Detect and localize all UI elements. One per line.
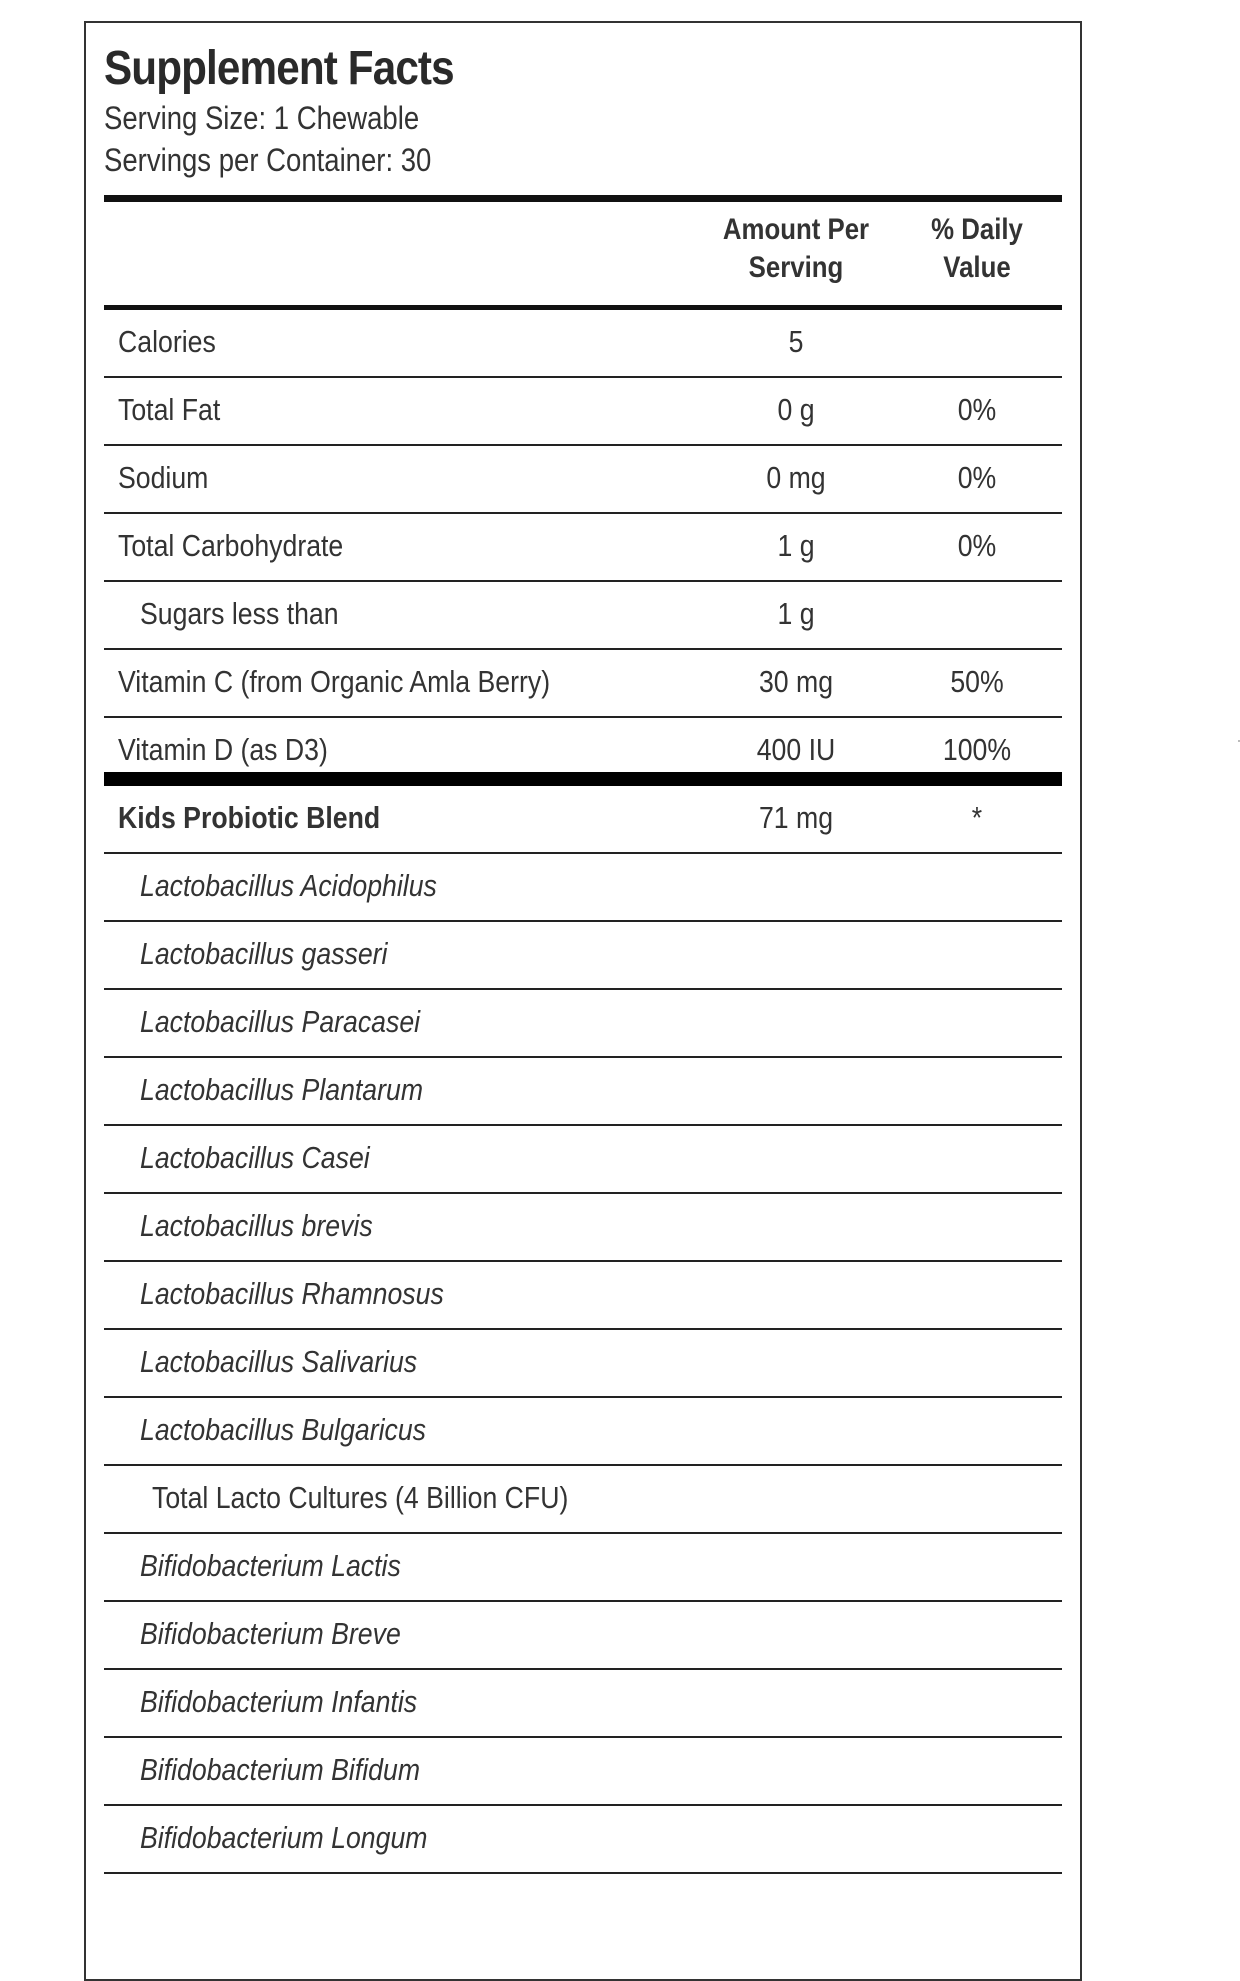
- amount-header-line1: Amount Per: [722, 213, 870, 246]
- blend-row: [104, 786, 1062, 854]
- nutrient-table: [104, 310, 1062, 1874]
- nutrient-row: [104, 310, 1062, 378]
- strain-name: Lactobacillus Bulgaricus: [140, 1412, 427, 1447]
- strain-name: Lactobacillus Paracasei: [140, 1004, 421, 1039]
- nutrient-name: Sugars less than: [140, 596, 339, 631]
- nutrient-name: Vitamin C (from Organic Amla Berry): [118, 664, 551, 699]
- nutrient-row: [104, 446, 1062, 514]
- strain-row: [104, 1534, 1062, 1602]
- nutrient-name: Total Fat: [118, 392, 221, 427]
- nutrient-amount: 5: [788, 324, 804, 359]
- nutrient-daily-value: 50%: [950, 664, 1004, 699]
- strain-name: Lactobacillus Acidophilus: [140, 868, 437, 903]
- nutrient-name: Calories: [118, 324, 216, 359]
- top-rule: [104, 195, 1062, 202]
- strain-name: Bifidobacterium Infantis: [140, 1684, 418, 1719]
- culture-total-row: [104, 1466, 1062, 1534]
- nutrient-name: Vitamin D (as D3): [118, 732, 328, 767]
- nutrient-daily-value: 0%: [957, 392, 997, 427]
- nutrient-amount: 0 g: [777, 392, 815, 427]
- strain-name: Lactobacillus Casei: [140, 1140, 370, 1175]
- nutrient-daily-value: 100%: [942, 732, 1012, 767]
- serving-size: Serving Size: 1 Chewable: [104, 100, 420, 136]
- strain-row: [104, 1806, 1062, 1874]
- label-title: Supplement Facts: [104, 42, 454, 95]
- blend-daily-value: *: [971, 800, 983, 835]
- nutrient-row: [104, 650, 1062, 718]
- strain-name: Bifidobacterium Breve: [140, 1616, 401, 1651]
- strain-row: [104, 922, 1062, 990]
- strain-row: [104, 1262, 1062, 1330]
- dv-header-line2: Value: [943, 251, 1011, 284]
- label-header: [104, 41, 501, 181]
- culture-total-label: Total Lacto Cultures (4 Billion CFU): [152, 1480, 569, 1515]
- strain-row: [104, 1126, 1062, 1194]
- strain-name: Lactobacillus gasseri: [140, 936, 388, 971]
- daily-value-column-header: [907, 211, 1046, 287]
- nutrient-row: [104, 582, 1062, 650]
- nutrient-row: [104, 718, 1062, 786]
- nutrient-amount: 30 mg: [758, 664, 834, 699]
- blend-name: Kids Probiotic Blend: [118, 800, 381, 835]
- strain-row: [104, 1398, 1062, 1466]
- nutrient-amount: 1 g: [777, 528, 815, 563]
- strain-row: [104, 1058, 1062, 1126]
- strain-row: [104, 1330, 1062, 1398]
- strain-name: Lactobacillus Rhamnosus: [140, 1276, 444, 1311]
- strain-name: Bifidobacterium Lactis: [140, 1548, 401, 1583]
- strain-name: Bifidobacterium Bifidum: [140, 1752, 421, 1787]
- nutrient-amount: 0 mg: [766, 460, 826, 495]
- strain-name: Lactobacillus Salivarius: [140, 1344, 418, 1379]
- strain-row: [104, 990, 1062, 1058]
- supplement-facts-panel: [84, 21, 1082, 1981]
- strain-row: [104, 1194, 1062, 1262]
- amount-column-header: [710, 211, 882, 287]
- blend-amount: 71 mg: [758, 800, 834, 835]
- strain-row: [104, 1602, 1062, 1670]
- strain-row: [104, 1670, 1062, 1738]
- strain-name: Lactobacillus brevis: [140, 1208, 373, 1243]
- strain-name: Lactobacillus Plantarum: [140, 1072, 424, 1107]
- amount-header-line2: Serving: [748, 251, 844, 284]
- nutrient-row: [104, 378, 1062, 446]
- nutrient-name: Sodium: [118, 460, 209, 495]
- strain-name: Bifidobacterium Longum: [140, 1820, 428, 1855]
- nutrient-amount: 400 IU: [756, 732, 836, 767]
- nutrient-row: [104, 514, 1062, 582]
- strain-row: [104, 1738, 1062, 1806]
- nutrient-daily-value: 0%: [957, 460, 997, 495]
- nutrient-amount: 1 g: [777, 596, 815, 631]
- nutrient-daily-value: 0%: [957, 528, 997, 563]
- strain-row: [104, 854, 1062, 922]
- nutrient-name: Total Carbohydrate: [118, 528, 344, 563]
- servings-per-container: Servings per Container: 30: [104, 142, 432, 178]
- dv-header-line1: % Daily: [931, 213, 1023, 246]
